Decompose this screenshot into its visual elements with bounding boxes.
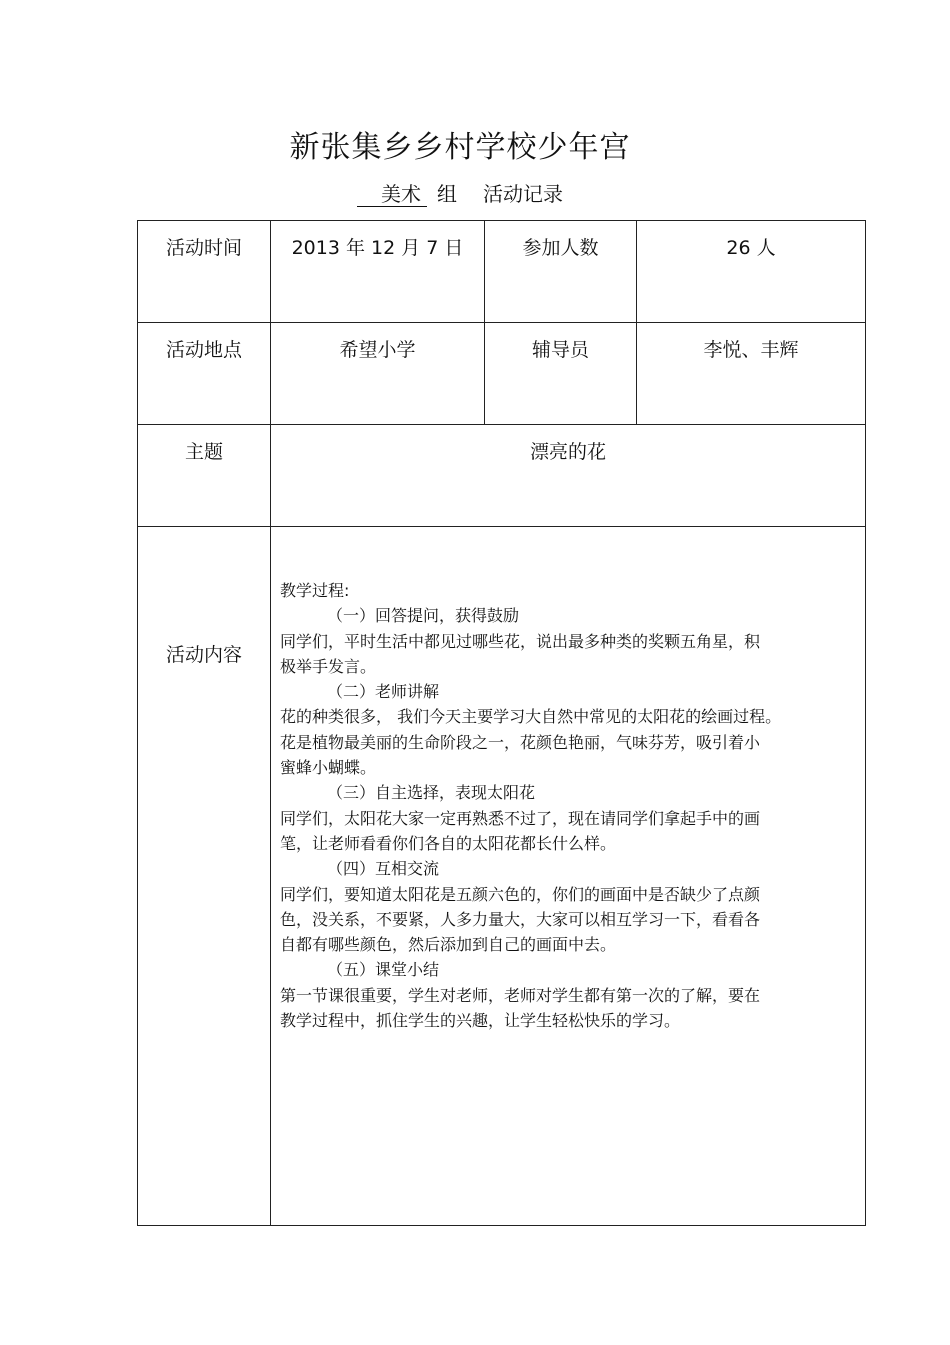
content-line: 同学们，太阳花大家一定再熟悉不过了，现在请同学们拿起手中的画 [280,808,761,828]
table-row [138,221,866,323]
activity-content [271,527,866,1226]
table-row [138,527,866,1226]
place-label: 活动地点 [138,323,271,425]
table-row [138,425,866,527]
theme-value: 漂亮的花 [271,425,866,527]
group-suffix: 组 [437,182,457,206]
content-line: 色，没关系，不要紧，人多力量大，大家可以相互学习一下，看看各 [280,909,761,929]
theme-label: 主题 [138,425,271,527]
group-name: 美术 [357,182,427,207]
content-line: 极举手发言。 [280,656,377,676]
activity-record-table [137,220,866,1226]
count-label: 参加人数 [485,221,637,323]
content-line: 蜜蜂小蝴蝶。 [280,758,377,778]
count-value: 26 人 [637,221,866,323]
section-heading: （五）课堂小结 [327,960,440,980]
content-line: 同学们，要知道太阳花是五颜六色的，你们的画面中是否缺少了点颜 [280,884,761,904]
document-subtitle [0,178,950,207]
content-line: 自都有哪些颜色，然后添加到自己的画面中去。 [280,935,617,955]
document-title: 新张集乡乡村学校少年宫 [289,130,631,165]
content-line: 教学过程中，抓住学生的兴趣，让学生轻松快乐的学习。 [280,1011,681,1031]
time-value: 2013 年 12 月 7 日 [271,221,485,323]
content-line: 同学们，平时生活中都见过哪些花，说出最多种类的奖颗五角星，积 [280,631,761,651]
content-line: 花的种类很多， 我们今天主要学习大自然中常见的太阳花的绘画过程。 [280,707,782,727]
tutor-label: 辅导员 [485,323,637,425]
content-label: 活动内容 [138,527,271,1226]
content-line: 花是植物最美丽的生命阶段之一，花颜色艳丽，气味芬芳，吸引着小 [280,732,761,752]
record-label: 活动记录 [483,182,563,206]
section-heading: （二）老师讲解 [327,682,440,702]
table-row [138,323,866,425]
content-line: 笔，让老师看看你们各自的太阳花都长什么样。 [280,833,617,853]
section-heading: （三）自主选择，表现太阳花 [327,783,536,803]
content-intro: 教学过程: [280,581,350,600]
tutor-value: 李悦、丰辉 [637,323,866,425]
section-heading: （一）回答提问，获得鼓励 [327,606,520,626]
time-label: 活动时间 [138,221,271,323]
place-value: 希望小学 [271,323,485,425]
content-line: 第一节课很重要，学生对老师，老师对学生都有第一次的了解，要在 [280,985,761,1005]
section-heading: （四）互相交流 [327,859,440,879]
